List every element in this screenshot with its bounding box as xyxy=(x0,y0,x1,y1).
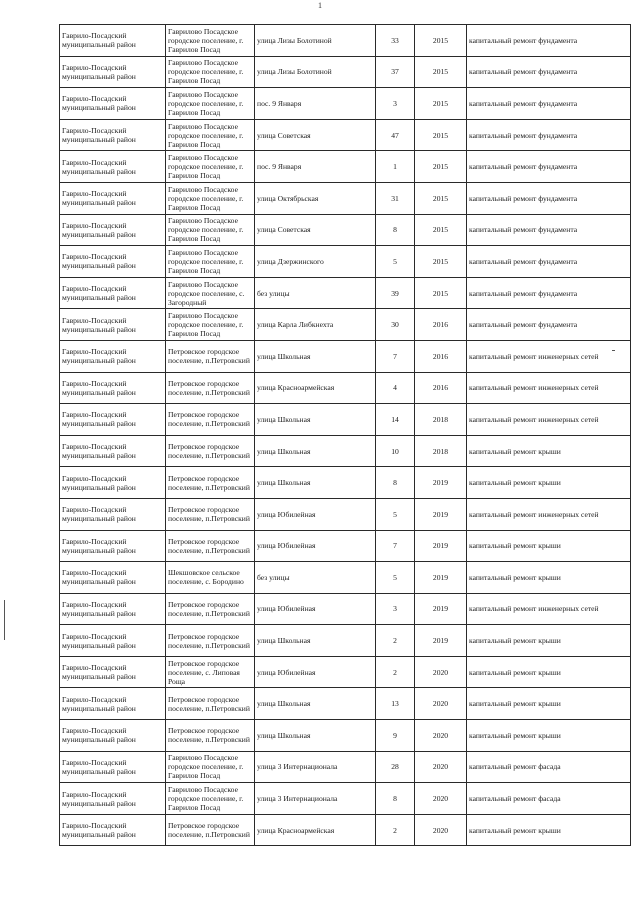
table-row xyxy=(60,688,631,720)
house-number-cell: 10 xyxy=(376,435,415,467)
settlement-cell: Гаврилово Посадское городское поселение, г. Гаврилов Посад xyxy=(166,783,255,815)
year-cell: 2016 xyxy=(415,309,467,341)
scan-mark-left xyxy=(4,600,5,640)
district-cell: Гаврило-Посадский муниципальный район xyxy=(60,814,166,846)
settlement-cell: Петровское городское поселение, п.Петровский xyxy=(166,688,255,720)
street-cell: без улицы xyxy=(255,562,376,594)
house-number-cell: 5 xyxy=(376,562,415,594)
district-cell: Гаврило-Посадский муниципальный район xyxy=(60,25,166,57)
year-cell: 2016 xyxy=(415,340,467,372)
district-cell: Гаврило-Посадский муниципальный район xyxy=(60,720,166,752)
table-row xyxy=(60,246,631,278)
district-cell: Гаврило-Посадский муниципальный район xyxy=(60,593,166,625)
settlement-cell: Петровское городское поселение, п.Петровский xyxy=(166,467,255,499)
table-row xyxy=(60,372,631,404)
repair-schedule-table xyxy=(59,24,631,846)
work-type-cell: капитальный ремонт инженерных сетей xyxy=(467,340,631,372)
work-type-cell: капитальный ремонт инженерных сетей xyxy=(467,404,631,436)
street-cell: улица Юбилейная xyxy=(255,656,376,688)
district-cell: Гаврило-Посадский муниципальный район xyxy=(60,151,166,183)
table-row xyxy=(60,25,631,57)
street-cell: улица Карла Либкнехта xyxy=(255,309,376,341)
year-cell: 2015 xyxy=(415,119,467,151)
district-cell: Гаврило-Посадский муниципальный район xyxy=(60,688,166,720)
table-row xyxy=(60,593,631,625)
house-number-cell: 37 xyxy=(376,56,415,88)
table-row xyxy=(60,656,631,688)
house-number-cell: 30 xyxy=(376,309,415,341)
work-type-cell: капитальный ремонт инженерных сетей xyxy=(467,593,631,625)
street-cell: улица Школьная xyxy=(255,720,376,752)
table-row xyxy=(60,340,631,372)
house-number-cell: 7 xyxy=(376,530,415,562)
district-cell: Гаврило-Посадский муниципальный район xyxy=(60,783,166,815)
settlement-cell: Гаврилово Посадское городское поселение, г. Гаврилов Посад xyxy=(166,182,255,214)
house-number-cell: 7 xyxy=(376,340,415,372)
work-type-cell: капитальный ремонт фундамента xyxy=(467,182,631,214)
district-cell: Гаврило-Посадский муниципальный район xyxy=(60,340,166,372)
house-number-cell: 9 xyxy=(376,720,415,752)
settlement-cell: Петровское городское поселение, с. Липовая Роща xyxy=(166,656,255,688)
year-cell: 2015 xyxy=(415,214,467,246)
year-cell: 2015 xyxy=(415,151,467,183)
district-cell: Гаврило-Посадский муниципальный район xyxy=(60,182,166,214)
work-type-cell: капитальный ремонт крыши xyxy=(467,720,631,752)
district-cell: Гаврило-Посадский муниципальный район xyxy=(60,467,166,499)
street-cell: улица Красноармейская xyxy=(255,814,376,846)
house-number-cell: 28 xyxy=(376,751,415,783)
street-cell: без улицы xyxy=(255,277,376,309)
year-cell: 2020 xyxy=(415,814,467,846)
table-row xyxy=(60,88,631,120)
table-row xyxy=(60,404,631,436)
work-type-cell: капитальный ремонт крыши xyxy=(467,814,631,846)
table-row xyxy=(60,151,631,183)
district-cell: Гаврило-Посадский муниципальный район xyxy=(60,88,166,120)
year-cell: 2015 xyxy=(415,277,467,309)
house-number-cell: 5 xyxy=(376,498,415,530)
year-cell: 2020 xyxy=(415,720,467,752)
year-cell: 2016 xyxy=(415,372,467,404)
street-cell: улица Советская xyxy=(255,214,376,246)
settlement-cell: Шекшовское сельское поселение, с. Бородино xyxy=(166,562,255,594)
district-cell: Гаврило-Посадский муниципальный район xyxy=(60,656,166,688)
year-cell: 2018 xyxy=(415,404,467,436)
house-number-cell: 3 xyxy=(376,593,415,625)
settlement-cell: Петровское городское поселение, п.Петровский xyxy=(166,372,255,404)
work-type-cell: капитальный ремонт фундамента xyxy=(467,119,631,151)
district-cell: Гаврило-Посадский муниципальный район xyxy=(60,214,166,246)
year-cell: 2018 xyxy=(415,435,467,467)
house-number-cell: 33 xyxy=(376,25,415,57)
work-type-cell: капитальный ремонт фундамента xyxy=(467,88,631,120)
table-row xyxy=(60,498,631,530)
district-cell: Гаврило-Посадский муниципальный район xyxy=(60,277,166,309)
table-row xyxy=(60,56,631,88)
year-cell: 2015 xyxy=(415,246,467,278)
table-row xyxy=(60,182,631,214)
table-row xyxy=(60,625,631,657)
house-number-cell: 47 xyxy=(376,119,415,151)
table-row xyxy=(60,309,631,341)
street-cell: улица Юбилейная xyxy=(255,498,376,530)
year-cell: 2015 xyxy=(415,25,467,57)
work-type-cell: капитальный ремонт фасада xyxy=(467,751,631,783)
house-number-cell: 3 xyxy=(376,88,415,120)
work-type-cell: капитальный ремонт фундамента xyxy=(467,56,631,88)
year-cell: 2015 xyxy=(415,56,467,88)
house-number-cell: 1 xyxy=(376,151,415,183)
settlement-cell: Гаврилово Посадское городское поселение, г. Гаврилов Посад xyxy=(166,56,255,88)
district-cell: Гаврило-Посадский муниципальный район xyxy=(60,625,166,657)
street-cell: пос. 9 Января xyxy=(255,88,376,120)
year-cell: 2015 xyxy=(415,182,467,214)
settlement-cell: Гаврилово Посадское городское поселение, г. Гаврилов Посад xyxy=(166,751,255,783)
street-cell: улица Октябрьская xyxy=(255,182,376,214)
work-type-cell: капитальный ремонт фундамента xyxy=(467,151,631,183)
settlement-cell: Гаврилово Посадское городское поселение, г. Гаврилов Посад xyxy=(166,214,255,246)
settlement-cell: Петровское городское поселение, п.Петровский xyxy=(166,720,255,752)
district-cell: Гаврило-Посадский муниципальный район xyxy=(60,56,166,88)
settlement-cell: Гаврилово Посадское городское поселение, г. Гаврилов Посад xyxy=(166,151,255,183)
settlement-cell: Гаврилово Посадское городское поселение, г. Гаврилов Посад xyxy=(166,246,255,278)
district-cell: Гаврило-Посадский муниципальный район xyxy=(60,246,166,278)
table-row xyxy=(60,119,631,151)
district-cell: Гаврило-Посадский муниципальный район xyxy=(60,530,166,562)
work-type-cell: капитальный ремонт крыши xyxy=(467,656,631,688)
settlement-cell: Гаврилово Посадское городское поселение, г. Гаврилов Посад xyxy=(166,25,255,57)
district-cell: Гаврило-Посадский муниципальный район xyxy=(60,372,166,404)
work-type-cell: капитальный ремонт фундамента xyxy=(467,214,631,246)
work-type-cell: капитальный ремонт крыши xyxy=(467,688,631,720)
street-cell: улица Юбилейная xyxy=(255,593,376,625)
year-cell: 2015 xyxy=(415,88,467,120)
table-row xyxy=(60,214,631,246)
street-cell: улица Школьная xyxy=(255,625,376,657)
settlement-cell: Петровское городское поселение, п.Петровский xyxy=(166,498,255,530)
house-number-cell: 5 xyxy=(376,246,415,278)
table-row xyxy=(60,783,631,815)
work-type-cell: капитальный ремонт крыши xyxy=(467,625,631,657)
year-cell: 2019 xyxy=(415,467,467,499)
settlement-cell: Петровское городское поселение, п.Петровский xyxy=(166,404,255,436)
settlement-cell: Гаврилово Посадское городское поселение, г. Гаврилов Посад xyxy=(166,88,255,120)
house-number-cell: 2 xyxy=(376,625,415,657)
district-cell: Гаврило-Посадский муниципальный район xyxy=(60,435,166,467)
house-number-cell: 8 xyxy=(376,783,415,815)
settlement-cell: Петровское городское поселение, п.Петровский xyxy=(166,593,255,625)
table-row xyxy=(60,467,631,499)
street-cell: улица Лизы Болотиной xyxy=(255,25,376,57)
house-number-cell: 39 xyxy=(376,277,415,309)
page-number: 1 xyxy=(318,1,322,10)
settlement-cell: Петровское городское поселение, п.Петровский xyxy=(166,625,255,657)
street-cell: улица Красноармейская xyxy=(255,372,376,404)
table-row xyxy=(60,530,631,562)
year-cell: 2019 xyxy=(415,562,467,594)
street-cell: улица Школьная xyxy=(255,340,376,372)
settlement-cell: Гаврилово Посадское городское поселение, с. Загородный xyxy=(166,277,255,309)
settlement-cell: Петровское городское поселение, п.Петровский xyxy=(166,340,255,372)
year-cell: 2020 xyxy=(415,688,467,720)
table-row xyxy=(60,277,631,309)
year-cell: 2020 xyxy=(415,656,467,688)
street-cell: улица 3 Интернационала xyxy=(255,783,376,815)
year-cell: 2020 xyxy=(415,751,467,783)
table-row xyxy=(60,751,631,783)
work-type-cell: капитальный ремонт инженерных сетей xyxy=(467,372,631,404)
house-number-cell: 2 xyxy=(376,814,415,846)
work-type-cell: капитальный ремонт фундамента xyxy=(467,277,631,309)
work-type-cell: капитальный ремонт инженерных сетей xyxy=(467,498,631,530)
settlement-cell: Петровское городское поселение, п.Петровский xyxy=(166,814,255,846)
district-cell: Гаврило-Посадский муниципальный район xyxy=(60,751,166,783)
work-type-cell: капитальный ремонт фундамента xyxy=(467,246,631,278)
street-cell: улица 3 Интернационала xyxy=(255,751,376,783)
work-type-cell: капитальный ремонт крыши xyxy=(467,562,631,594)
year-cell: 2020 xyxy=(415,783,467,815)
house-number-cell: 14 xyxy=(376,404,415,436)
street-cell: пос. 9 Января xyxy=(255,151,376,183)
scan-mark-right xyxy=(612,350,615,351)
house-number-cell: 8 xyxy=(376,467,415,499)
street-cell: улица Школьная xyxy=(255,404,376,436)
district-cell: Гаврило-Посадский муниципальный район xyxy=(60,562,166,594)
table-row xyxy=(60,562,631,594)
work-type-cell: капитальный ремонт фасада xyxy=(467,783,631,815)
work-type-cell: капитальный ремонт крыши xyxy=(467,530,631,562)
district-cell: Гаврило-Посадский муниципальный район xyxy=(60,309,166,341)
house-number-cell: 4 xyxy=(376,372,415,404)
year-cell: 2019 xyxy=(415,530,467,562)
street-cell: улица Школьная xyxy=(255,467,376,499)
street-cell: улица Дзержинского xyxy=(255,246,376,278)
work-type-cell: капитальный ремонт фундамента xyxy=(467,25,631,57)
settlement-cell: Петровское городское поселение, п.Петровский xyxy=(166,435,255,467)
district-cell: Гаврило-Посадский муниципальный район xyxy=(60,404,166,436)
street-cell: улица Школьная xyxy=(255,688,376,720)
year-cell: 2019 xyxy=(415,593,467,625)
table-row xyxy=(60,814,631,846)
house-number-cell: 13 xyxy=(376,688,415,720)
settlement-cell: Гаврилово Посадское городское поселение, г. Гаврилов Посад xyxy=(166,309,255,341)
table-row xyxy=(60,435,631,467)
house-number-cell: 31 xyxy=(376,182,415,214)
street-cell: улица Школьная xyxy=(255,435,376,467)
district-cell: Гаврило-Посадский муниципальный район xyxy=(60,498,166,530)
street-cell: улица Юбилейная xyxy=(255,530,376,562)
work-type-cell: капитальный ремонт крыши xyxy=(467,435,631,467)
work-type-cell: капитальный ремонт крыши xyxy=(467,467,631,499)
district-cell: Гаврило-Посадский муниципальный район xyxy=(60,119,166,151)
settlement-cell: Гаврилово Посадское городское поселение, г. Гаврилов Посад xyxy=(166,119,255,151)
house-number-cell: 2 xyxy=(376,656,415,688)
house-number-cell: 8 xyxy=(376,214,415,246)
table-row xyxy=(60,720,631,752)
work-type-cell: капитальный ремонт фундамента xyxy=(467,309,631,341)
street-cell: улица Лизы Болотиной xyxy=(255,56,376,88)
year-cell: 2019 xyxy=(415,625,467,657)
settlement-cell: Петровское городское поселение, п.Петровский xyxy=(166,530,255,562)
year-cell: 2019 xyxy=(415,498,467,530)
street-cell: улица Советская xyxy=(255,119,376,151)
